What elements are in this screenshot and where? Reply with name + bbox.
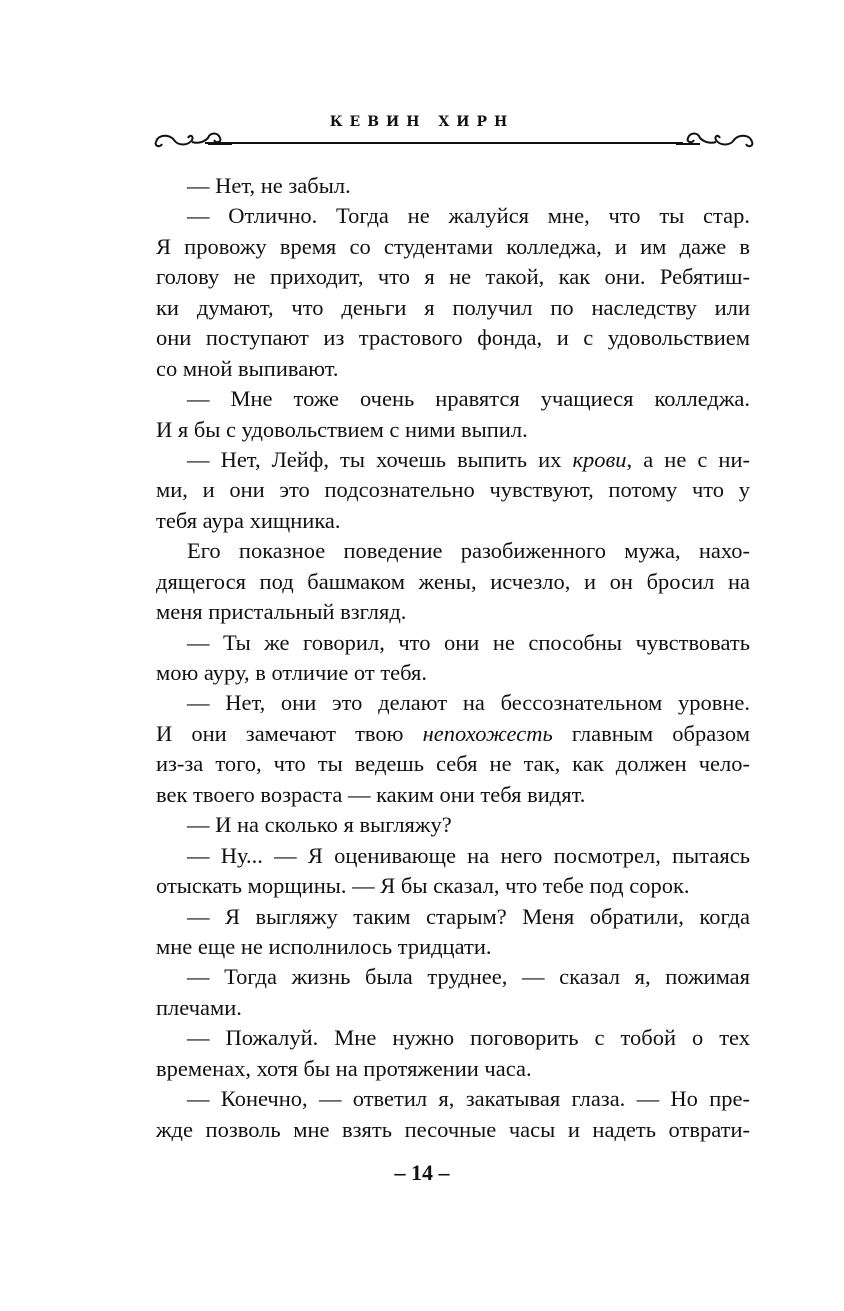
page-number: – 14 –: [394, 1160, 450, 1185]
text-segment: мне еще не исполнилось тридцати.: [156, 933, 492, 959]
text-line: [156, 780, 750, 810]
text-line: [156, 962, 750, 992]
text-segment: мою ауру, в отличие от тебя.: [156, 660, 428, 685]
text-segment: ки думают, что деньги я получил по наследству или: [156, 294, 750, 320]
text-segment: — Я выгляжу таким старым? Меня обратили, когда: [187, 903, 750, 929]
text-line: [156, 810, 750, 840]
text-segment: ми, и они это подсознательно чувствуют, потому что у: [156, 477, 750, 503]
text-line: [156, 1115, 750, 1145]
body-text: [156, 171, 750, 1145]
text-segment: жде позволь мне взять песочные часы и надеть отврати-: [156, 1116, 750, 1142]
text-line: [156, 1023, 750, 1053]
text-segment: — Конечно, — ответил я, закатывая глаза. — Но пре-: [187, 1086, 750, 1112]
text-segment: — Нет, они это делают на бессознательном уровне.: [187, 690, 750, 716]
text-segment: со мной выпивают.: [156, 355, 339, 381]
text-line: [156, 719, 750, 749]
text-line: [156, 1084, 750, 1114]
italic-emphasis: непохожесть: [422, 720, 553, 746]
text-line: [156, 749, 750, 779]
text-line: [156, 658, 750, 688]
text-line: [156, 262, 750, 292]
text-segment: — Нет, не забыл.: [187, 173, 351, 198]
text-segment: они поступают из трастового фонда, и с удовольствием: [156, 325, 750, 351]
text-line: [156, 201, 750, 231]
text-segment: из-за того, что ты ведешь себя не так, как должен чело-: [156, 751, 750, 777]
text-line: [156, 354, 750, 384]
text-segment: временах, хотя бы на протяжении часа.: [156, 1055, 532, 1081]
right-ornament-icon: [676, 128, 756, 152]
text-line: [156, 993, 750, 1023]
text-segment: — Нет, Лейф, ты хочешь выпить их: [187, 446, 573, 472]
text-segment: голову не приходит, что я не такой, как они. Ребятиш-: [156, 264, 750, 290]
left-ornament-icon: [152, 128, 232, 152]
text-segment: дящегося под башмаком жены, исчезло, и он бросил на: [156, 568, 750, 594]
text-segment: главным образом: [552, 720, 750, 746]
text-segment: тебя аура хищника.: [156, 507, 341, 533]
text-segment: — Ты же говорил, что они не способны чувствовать: [187, 629, 750, 655]
text-line: [156, 871, 750, 901]
text-line: [156, 902, 750, 932]
text-segment: , а не с ни-: [626, 446, 751, 472]
text-segment: плечами.: [156, 994, 242, 1020]
running-head-author: КЕВИН ХИРН: [329, 114, 515, 130]
text-segment: — Тогда жизнь была труднее, — сказал я, пожимая: [187, 964, 750, 990]
text-segment: И они замечают твою: [156, 720, 423, 746]
text-segment: — Ну... — Я оценивающе на него посмотрел, пытаясь: [187, 842, 750, 868]
text-line: [156, 628, 750, 658]
text-line: [156, 293, 750, 323]
text-segment: — Пожалуй. Мне нужно поговорить с тобой о тех: [187, 1025, 750, 1051]
text-segment: Его показное поведение разобиженного мужа, нахо-: [187, 538, 750, 564]
text-segment: отыскать морщины. — Я бы сказал, что тебе под сорок.: [156, 873, 690, 899]
text-line: [156, 932, 750, 962]
text-segment: И я бы с удовольствием с ними выпил.: [156, 416, 528, 442]
header-rule: [205, 142, 683, 144]
text-line: [156, 171, 750, 201]
italic-emphasis: крови: [572, 446, 627, 472]
text-line: [156, 688, 750, 718]
text-line: [156, 475, 750, 505]
text-line: [156, 323, 750, 353]
text-line: [156, 232, 750, 262]
text-line: [156, 567, 750, 597]
text-segment: меня пристальный взгляд.: [156, 599, 407, 625]
text-segment: — Отлично. Тогда не жалуйся мне, что ты стар.: [187, 203, 750, 229]
text-line: [156, 841, 750, 871]
text-line: [156, 1054, 750, 1084]
text-line: [156, 445, 750, 475]
text-line: [156, 536, 750, 566]
text-line: [156, 384, 750, 414]
text-segment: Я провожу время со студентами колледжа, и им даже в: [156, 233, 750, 259]
text-line: [156, 506, 750, 536]
text-segment: век твоего возраста — каким они тебя видят.: [156, 781, 586, 807]
text-line: [156, 597, 750, 627]
text-line: [156, 415, 750, 445]
text-segment: — Мне тоже очень нравятся учащиеся колледжа.: [187, 386, 750, 412]
text-segment: — И на сколько я выгляжу?: [187, 812, 452, 838]
